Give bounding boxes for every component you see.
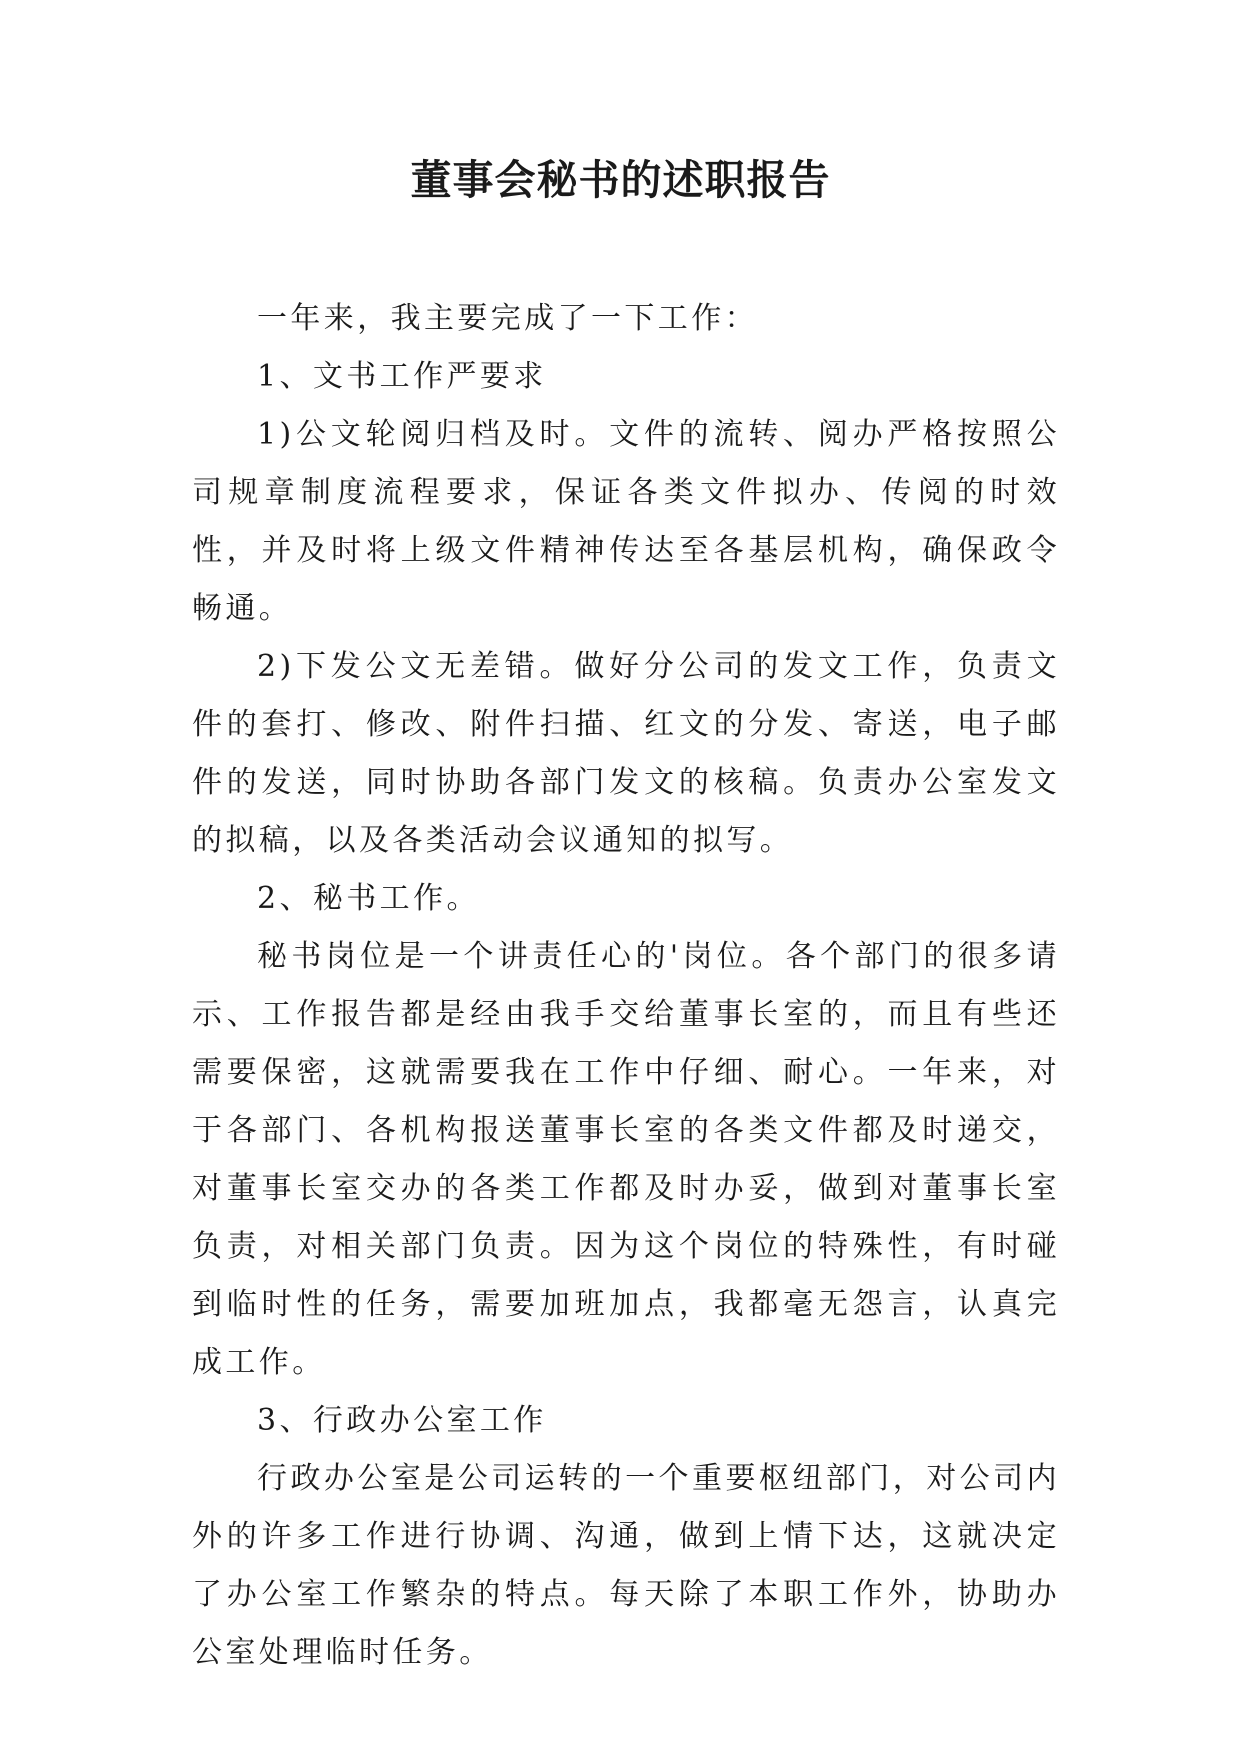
paragraph-1-2: 2)下发公文无差错。做好分公司的发文工作，负责文件的套打、修改、附件扫描、红文的分发、寄送，电子邮件的发送，同时协助各部门发文的核稿。负责办公室发文的拟稿，以及各类活动会议通知的拟写。: [192, 649, 1060, 858]
paragraph-3: 行政办公室是公司运转的一个重要枢纽部门，对公司内外的许多工作进行协调、沟通，做到上情下达，这就决定了办公室工作繁杂的特点。每天除了本职工作外，协助办公室处理临时任务。: [192, 1461, 1060, 1670]
document-body: [192, 290, 1060, 1682]
paragraph-1-1: 1)公文轮阅归档及时。文件的流转、阅办严格按照公司规章制度流程要求，保证各类文件拟办、传阅的时效性，并及时将上级文件精神传达至各基层机构，确保政令畅通。: [192, 417, 1060, 626]
section-heading-1: 1、文书工作严要求: [257, 359, 547, 394]
document-title: 董事会秘书的述职报告: [410, 156, 831, 204]
paragraph-intro: 一年来，我主要完成了一下工作：: [257, 301, 758, 336]
paragraph-2: 秘书岗位是一个讲责任心的'岗位。各个部门的很多请示、工作报告都是经由我手交给董事长室的，而且有些还需要保密，这就需要我在工作中仔细、耐心。一年来，对于各部门、各机构报送董事长室的各类文件都及时递交，对董事长室交办的各类工作都及时办妥，做到对董事长室负责，对相关部门负责。因为这个岗位的特殊性，有时碰到临时性的任务，需要加班加点，我都毫无怨言，认真完成工作。: [192, 939, 1060, 1380]
section-heading-3: 3、行政办公室工作: [257, 1403, 547, 1438]
section-heading-2: 2、秘书工作。: [257, 881, 480, 916]
